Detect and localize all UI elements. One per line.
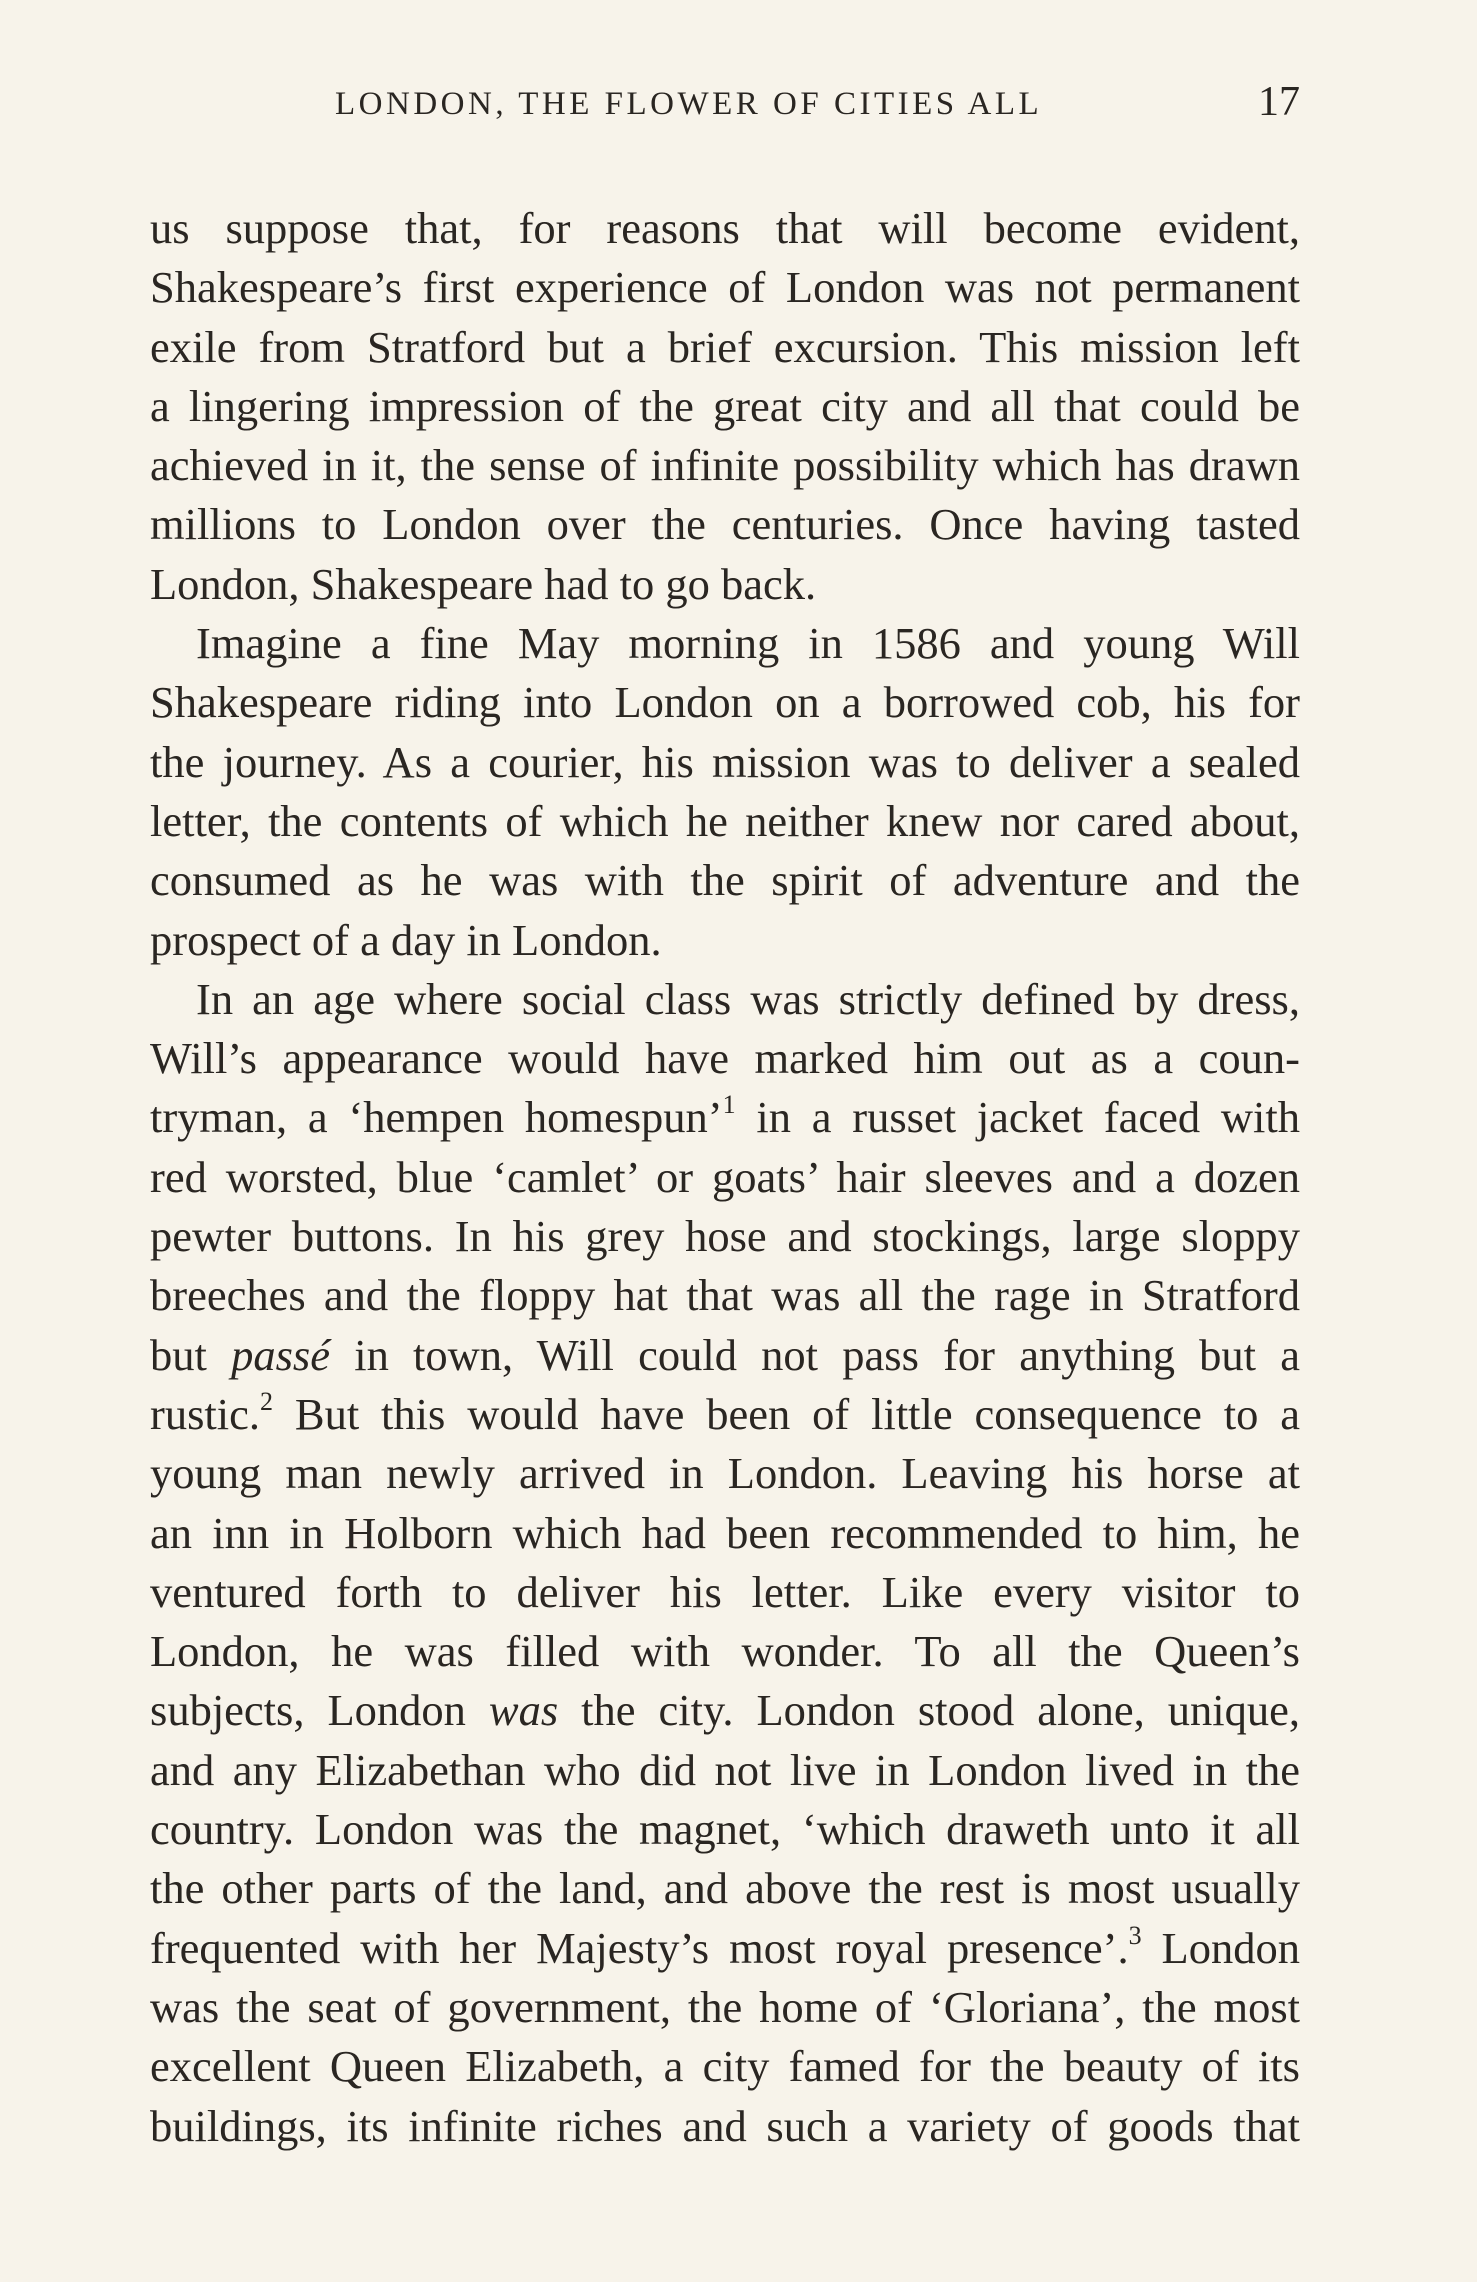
- text-line: us suppose that, for reasons that will become evident,: [150, 203, 1300, 253]
- text-line: [150, 1681, 1300, 1740]
- text-segment: the city. London stood alone, unique,: [558, 1685, 1300, 1736]
- text-line: [150, 1919, 1300, 1978]
- text-line: Shakespeare’s first experience of London was not permanent: [150, 262, 1300, 313]
- text-line: Will’s appearance would have marked him out as a coun-: [150, 1033, 1300, 1084]
- text-line: the other parts of the land, and above the rest is most usually: [150, 1863, 1300, 1914]
- text-line: was the seat of government, the home of ‘Gloriana’, the most: [150, 1981, 1300, 2032]
- text-line: achieved in it, the sense of infinite possibility which has drawn: [150, 440, 1300, 491]
- text-line: young man newly arrived in London. Leaving his horse at: [150, 1448, 1300, 1499]
- text-segment: in a russet jacket faced with: [735, 1092, 1300, 1143]
- text-line: and any Elizabethan who did not live in London lived in the: [150, 1744, 1300, 1795]
- text-line: the journey. As a courier, his mission was to deliver a sealed: [150, 736, 1300, 787]
- text-line: a lingering impression of the great city and all that could be: [150, 380, 1300, 431]
- text-line: letter, the contents of which he neither knew nor cared about,: [150, 795, 1300, 846]
- body-text: [150, 199, 1300, 2156]
- text-segment: frequented with her Majesty’s most royal presence’.: [150, 1922, 1129, 1973]
- text-line: Imagine a fine May morning in 1586 and young Will: [196, 618, 1300, 669]
- text-segment: in town, Will could not pass for anything but a: [329, 1329, 1300, 1380]
- text-line: consumed as he was with the spirit of adventure and the: [150, 855, 1300, 906]
- text-line: an inn in Holborn which had been recommended to him, he: [150, 1507, 1300, 1558]
- footnote-marker-3: 3: [1128, 1920, 1142, 1950]
- text-line: London, he was filled with wonder. To all the Queen’s: [150, 1626, 1300, 1677]
- italic-word: was: [488, 1685, 559, 1736]
- paragraph-1: [150, 199, 1300, 614]
- text-line: In an age where social class was strictly defined by dress,: [196, 973, 1300, 1024]
- text-line: country. London was the magnet, ‘which draweth unto it all: [150, 1804, 1300, 1855]
- text-line: excellent Queen Elizabeth, a city famed for the beauty of its: [150, 2041, 1300, 2092]
- text-line: exile from Stratford but a brief excursion. This mission left: [150, 321, 1300, 372]
- footnote-marker-1: 1: [722, 1090, 736, 1120]
- paragraph-2: [150, 614, 1300, 970]
- italic-word: passé: [231, 1329, 330, 1380]
- running-head: [150, 78, 1300, 138]
- text-line: red worsted, blue ‘camlet’ or goats’ hair sleeves and a dozen: [150, 1151, 1300, 1202]
- text-line: ventured forth to deliver his letter. Like every visitor to: [150, 1566, 1300, 1617]
- text-line: [150, 1385, 1300, 1444]
- text-segment: tryman, a ‘hempen homespun’: [150, 1092, 723, 1143]
- footnote-marker-2: 2: [260, 1386, 273, 1416]
- paragraph-3: [150, 970, 1300, 2156]
- text-segment: subjects, London: [150, 1685, 489, 1736]
- text-line: breeches and the floppy hat that was all the rage in Stratford: [150, 1270, 1300, 1321]
- text-line: [150, 1088, 1300, 1147]
- text-line: [150, 1326, 1300, 1385]
- text-line: Shakespeare riding into London on a borrowed cob, his for: [150, 677, 1300, 728]
- page-number: 17: [1258, 79, 1300, 125]
- text-segment: London: [1141, 1922, 1300, 1973]
- text-segment: But this would have been of little consequence to a: [273, 1388, 1300, 1439]
- text-line: buildings, its infinite riches and such a variety of goods that: [150, 2100, 1300, 2151]
- text-segment: rustic.: [150, 1388, 260, 1439]
- text-line: millions to London over the centuries. Once having tasted: [150, 499, 1300, 550]
- text-line: London, Shakespeare had to go back.: [150, 558, 817, 609]
- running-head-title: LONDON, THE FLOWER OF CITIES ALL: [335, 86, 1043, 122]
- text-line: pewter buttons. In his grey hose and stockings, large sloppy: [150, 1211, 1300, 1262]
- text-segment: but: [150, 1329, 232, 1380]
- text-line: prospect of a day in London.: [150, 914, 662, 965]
